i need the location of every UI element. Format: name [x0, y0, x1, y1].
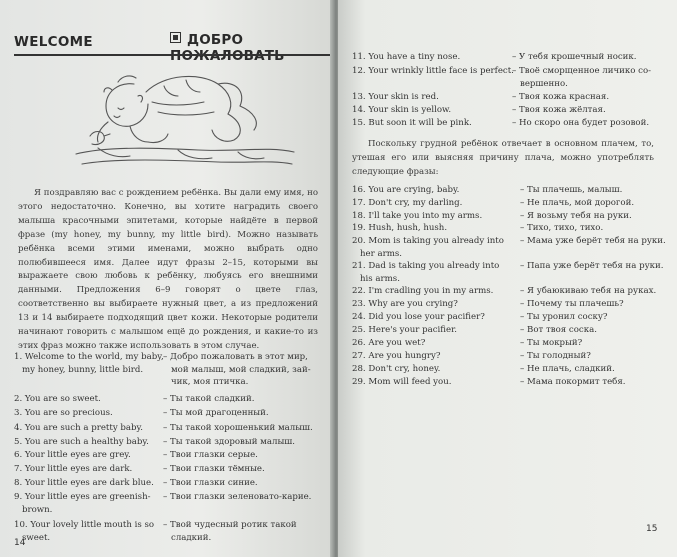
header-english: WELCOME [14, 34, 93, 50]
baby-illustration [68, 62, 298, 182]
phrase-english: 13. Your skin is red. [352, 92, 439, 102]
phrase-english: brown. [22, 504, 53, 515]
phrase-english: 26. Are you wet? [352, 338, 426, 348]
phrase-english: 18. I'll take you into my arms. [352, 211, 483, 221]
phrase-russian: – Твои глазки зеленовато-карие. [163, 492, 312, 502]
left-page [0, 0, 336, 557]
phrase-russian: – Я возьму тебя на руки. [520, 211, 632, 221]
phrase-russian: вершенно. [520, 78, 568, 89]
phrase-russian: – Не плачь, сладкий. [520, 364, 615, 374]
phrase-russian: – Твой чудесный ротик такой [163, 520, 297, 530]
phrase-russian: – Твоё сморщенное личико со- [512, 66, 652, 76]
phrase-english: 11. You have a tiny nose. [352, 52, 461, 62]
phrase-english: 7. Your little eyes are dark. [14, 464, 133, 474]
phrase-russian: – Ты уронил соску? [520, 312, 608, 322]
phrase-russian: – Твои глазки тёмные. [163, 464, 265, 474]
phrase-russian: – Ты плачешь, малыш. [520, 185, 623, 195]
phrase-english: 21. Dad is taking you already into [352, 261, 500, 271]
phrase-english: 16. You are crying, baby. [352, 185, 460, 195]
checkbox-icon [170, 32, 181, 43]
phrase-english: 15. But soon it will be pink. [352, 118, 472, 128]
phrase-english: 27. Are you hungry? [352, 351, 441, 361]
phrase-english: 14. Your skin is yellow. [352, 105, 452, 115]
phrase-russian: чик, моя птичка. [171, 377, 249, 387]
phrase-english: 12. Your wrinkly little face is perfect. [352, 66, 514, 76]
phrase-english: 29. Mom will feed you. [352, 377, 452, 387]
phrase-russian: – Я убаюкиваю тебя на руках. [520, 286, 657, 296]
phrase-english: 3. You are so precious. [14, 408, 113, 418]
phrase-english: 28. Don't cry, honey. [352, 364, 441, 374]
phrase-russian: – Добро пожаловать в этот мир, [163, 352, 308, 362]
phrase-russian: – Ты такой хорошенький малыш. [163, 423, 313, 433]
phrase-russian: – Ты такой сладкий. [163, 394, 255, 404]
header-russian: ДОБРО ПОЖАЛОВАТЬ [170, 32, 285, 64]
phrase-english: 24. Did you lose your pacifier? [352, 312, 485, 322]
phrase-russian: – Мама покормит тебя. [520, 377, 626, 387]
page-number-right: 15 [646, 524, 658, 534]
phrase-russian: – Тихо, тихо, тихо. [520, 223, 604, 233]
phrase-english: 20. Mom is taking you already into [352, 236, 504, 246]
right-page [338, 0, 677, 557]
phrase-russian: – Не плачь, мой дорогой. [520, 198, 635, 208]
phrase-english: 23. Why are you crying? [352, 299, 458, 309]
phrase-english: 17. Don't cry, my darling. [352, 198, 463, 208]
phrase-russian: – Твои глазки синие. [163, 478, 258, 488]
phrase-english: 6. Your little eyes are grey. [14, 450, 131, 460]
phrase-english: 1. Welcome to the world, my baby, [14, 352, 164, 362]
header-russian-wrap [170, 32, 330, 64]
phrase-russian: – Ты мокрый? [520, 338, 583, 348]
phrase-russian: – Мама уже берёт тебя на руки. [520, 236, 666, 246]
phrase-russian: – Но скоро она будет розовой. [512, 118, 650, 128]
page-number-left: 14 [14, 538, 26, 548]
phrase-russian: – Ты мой драгоценный. [163, 408, 269, 418]
phrase-russian: – У тебя крошечный носик. [512, 52, 637, 62]
intro-paragraph: Я поздравляю вас с рождением ребёнка. Вы дали ему имя, но этого недостаточно. Конечно, вы хотите наградить своего малыша красочными эпитетами, которые найдёте в первой фразе (my honey, my bunny, my little bird). Можно называть ребёнка всеми этими именами, можно выбрать одно полюбившееся имя. Далее идут фразы 2–15, которыми вы выражаете свою любовь к ребёнку, любуясь его внешними данными. Предложения 6–9 говорят о цвете глаз, соответственно вы выбираете нужный цвет, а из предложений 13 и 14 выбираете подходящий цвет кожи. Некоторые родители начинают говорить с малышом ещё до рождения, и какие-то из этих фраз можно также использовать в этом случае. [18, 188, 318, 351]
phrase-english: 4. You are such a pretty baby. [14, 423, 143, 433]
phrase-english: his arms. [360, 273, 400, 284]
phrase-english: 9. Your little eyes are greenish- [14, 492, 151, 502]
phrase-english: 5. You are such a healthy baby. [14, 437, 149, 447]
phrase-russian: – Твоя кожа красная. [512, 92, 610, 102]
phrase-russian: – Твои глазки серые. [163, 450, 258, 460]
phrase-english: 2. You are so sweet. [14, 394, 101, 404]
phrase-russian: – Ты голодный? [520, 351, 591, 361]
crying-intro-paragraph: Поскольку грудной ребёнок отвечает в основном плачем, то, утешая его или выясняя причину плача, можно употреблять следующие фразы: [352, 139, 654, 177]
phrase-english: 10. Your lovely little mouth is so [14, 520, 155, 530]
phrase-english: 25. Here's your pacifier. [352, 325, 457, 335]
phrase-russian: – Папа уже берёт тебя на руки. [520, 261, 664, 271]
phrase-english: 22. I'm cradling you in my arms. [352, 286, 494, 296]
phrase-english: 8. Your little eyes are dark blue. [14, 478, 154, 488]
phrase-russian: мой малыш, мой сладкий, зай- [171, 364, 311, 375]
header-rule [14, 54, 330, 56]
phrase-english: 19. Hush, hush, hush. [352, 223, 448, 233]
phrase-english: sweet. [22, 532, 51, 543]
phrase-russian: – Почему ты плачешь? [520, 299, 624, 309]
phrase-russian: – Твоя кожа жёлтая. [512, 105, 606, 115]
phrase-russian: сладкий. [171, 532, 212, 543]
phrase-russian: – Ты такой здоровый малыш. [163, 437, 296, 447]
phrase-english: her arms. [360, 248, 402, 259]
phrase-russian: – Вот твоя соска. [520, 325, 597, 335]
phrase-english: my honey, bunny, little bird. [22, 364, 144, 375]
